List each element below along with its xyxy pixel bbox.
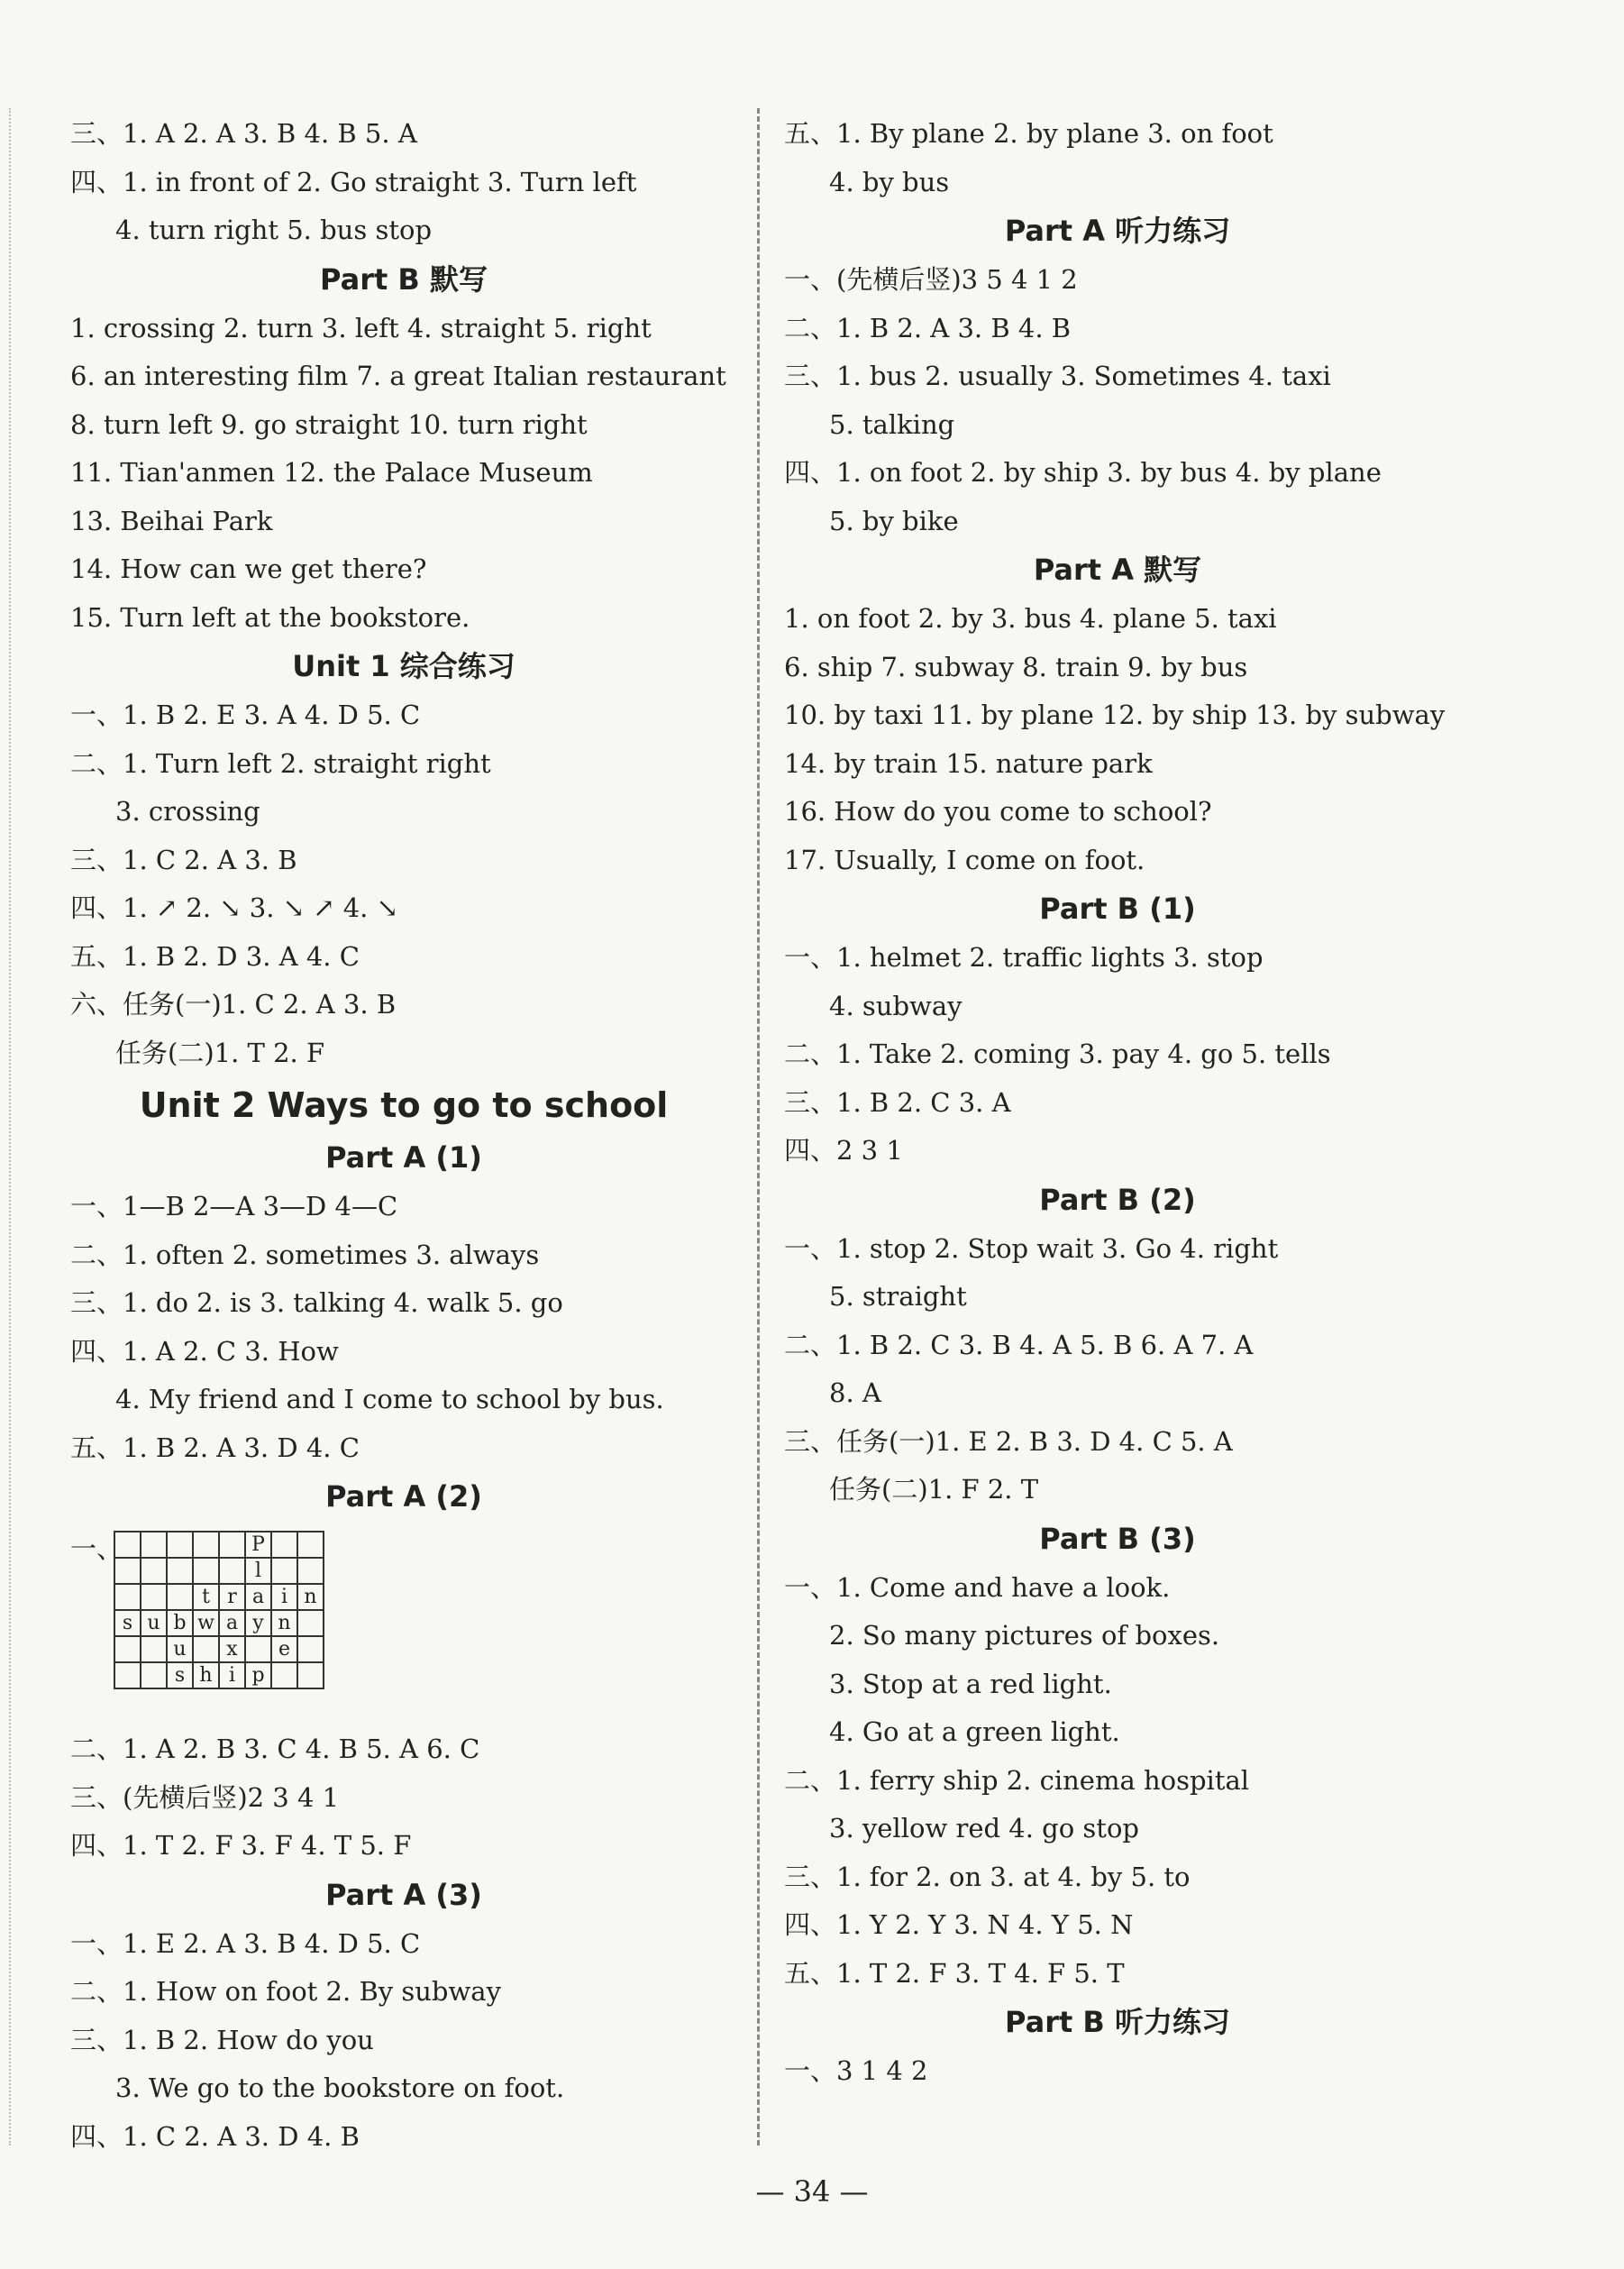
grid-cell bbox=[219, 1558, 245, 1584]
answer-line: 1. crossing 2. turn 3. left 4. straight 5. right bbox=[70, 312, 652, 343]
answer-line: 五、1. B 2. A 3. D 4. C bbox=[70, 1432, 360, 1463]
section-heading: Part A 听力练习 bbox=[1004, 214, 1231, 248]
section-heading: Part B 默写 bbox=[320, 261, 488, 297]
answer-line: 3. yellow red 4. go stop bbox=[829, 1813, 1139, 1844]
grid-cell: w bbox=[193, 1610, 219, 1636]
grid-cell: u bbox=[167, 1636, 193, 1662]
answer-line: 三、1. do 2. is 3. talking 4. walk 5. go bbox=[70, 1287, 563, 1318]
section-heading: Part A (3) bbox=[325, 1877, 482, 1912]
section-heading: Unit 1 综合练习 bbox=[292, 649, 515, 683]
grid-cell bbox=[167, 1532, 193, 1558]
answer-line: 3. We go to the bookstore on foot. bbox=[115, 2072, 565, 2103]
grid-cell: t bbox=[193, 1584, 219, 1610]
answer-line: 5. talking bbox=[829, 408, 955, 440]
answer-line: 14. by train 15. nature park bbox=[784, 747, 1153, 779]
section-heading: Part B (3) bbox=[1039, 1521, 1196, 1556]
answer-line: 6. an interesting film 7. a great Italian restaurant bbox=[70, 361, 726, 391]
answer-line: 14. How can we get there? bbox=[70, 554, 427, 584]
grid-cell bbox=[193, 1636, 219, 1662]
grid-cell bbox=[297, 1636, 324, 1662]
answer-line: 五、1. By plane 2. by plane 3. on foot bbox=[784, 118, 1273, 149]
answer-line: 三、1. A 2. A 3. B 4. B 5. A bbox=[70, 118, 417, 149]
answer-line: 4. subway bbox=[829, 990, 963, 1021]
grid-cell bbox=[167, 1558, 193, 1584]
section-heading: Part B (2) bbox=[1039, 1182, 1196, 1217]
answer-line: 四、1. on foot 2. by ship 3. by bus 4. by plane bbox=[784, 457, 1382, 488]
answer-line: 四、1. Y 2. Y 3. N 4. Y 5. N bbox=[784, 1909, 1134, 1940]
grid-cell bbox=[141, 1662, 167, 1688]
answer-line: 四、1. T 2. F 3. F 4. T 5. F bbox=[70, 1830, 412, 1861]
answer-line: 三、(先横后竖)2 3 4 1 bbox=[70, 1781, 340, 1813]
answer-line: 3. crossing bbox=[115, 796, 260, 827]
answer-line: 6. ship 7. subway 8. train 9. by bus bbox=[784, 651, 1248, 682]
answer-line: 三、任务(一)1. E 2. B 3. D 4. C 5. A bbox=[784, 1425, 1233, 1457]
section-heading: Part A 默写 bbox=[1033, 553, 1202, 587]
column-divider bbox=[757, 108, 760, 2145]
grid-cell bbox=[297, 1532, 324, 1558]
answer-line: 三、1. for 2. on 3. at 4. by 5. to bbox=[784, 1861, 1191, 1892]
grid-cell: a bbox=[245, 1584, 271, 1610]
grid-cell: p bbox=[245, 1662, 271, 1688]
left-column bbox=[70, 110, 737, 2161]
answer-line: 四、1. C 2. A 3. D 4. B bbox=[70, 2120, 360, 2152]
grid-cell: s bbox=[114, 1610, 141, 1636]
answer-line: 三、1. B 2. C 3. A bbox=[784, 1086, 1011, 1118]
grid-cell bbox=[167, 1584, 193, 1610]
answer-line: 4. by bus bbox=[829, 166, 950, 197]
grid-cell bbox=[219, 1532, 245, 1558]
answer-line: 一、1. B 2. E 3. A 4. D 5. C bbox=[70, 700, 421, 730]
answer-line: 一、1. stop 2. Stop wait 3. Go 4. right bbox=[784, 1232, 1279, 1264]
grid-cell: s bbox=[167, 1662, 193, 1688]
answer-line: 4. turn right 5. bus stop bbox=[115, 215, 433, 245]
grid-cell bbox=[297, 1662, 324, 1688]
answer-line: 三、1. B 2. How do you bbox=[70, 2024, 374, 2055]
answer-line: 5. by bike bbox=[829, 505, 959, 536]
answer-line: 五、1. B 2. D 3. A 4. C bbox=[70, 940, 360, 972]
answer-line: 5. straight bbox=[829, 1281, 967, 1312]
answer-line: 四、1. A 2. C 3. How bbox=[70, 1335, 339, 1367]
grid-cell: x bbox=[219, 1636, 245, 1662]
answer-line: 六、任务(一)1. C 2. A 3. B bbox=[70, 989, 397, 1020]
grid-cell: u bbox=[141, 1610, 167, 1636]
grid-cell: n bbox=[271, 1610, 297, 1636]
binding-edge bbox=[9, 108, 11, 2145]
grid-cell bbox=[141, 1532, 167, 1558]
grid-cell bbox=[193, 1558, 219, 1584]
answer-line: 8. A bbox=[829, 1377, 881, 1408]
answer-line: 二、1. often 2. sometimes 3. always bbox=[70, 1239, 540, 1270]
grid-cell: n bbox=[297, 1584, 324, 1610]
grid-cell bbox=[114, 1662, 141, 1688]
right-column bbox=[784, 110, 1451, 2096]
grid-cell bbox=[114, 1558, 141, 1584]
grid-cell: y bbox=[245, 1610, 271, 1636]
answer-line: 1. on foot 2. by 3. bus 4. plane 5. taxi bbox=[784, 603, 1277, 634]
grid-cell bbox=[141, 1558, 167, 1584]
grid-cell bbox=[271, 1532, 297, 1558]
grid-cell: l bbox=[245, 1558, 271, 1584]
answer-line: 17. Usually, I come on foot. bbox=[784, 844, 1145, 875]
page-number: — 34 — bbox=[755, 2174, 869, 2209]
word-grid bbox=[114, 1531, 324, 1689]
answer-line: 三、1. bus 2. usually 3. Sometimes 4. taxi bbox=[784, 361, 1331, 391]
answer-line: 二、1. How on foot 2. By subway bbox=[70, 1976, 501, 2007]
answer-line: 8. turn left 9. go straight 10. turn right bbox=[70, 408, 588, 440]
answer-line: 任务(二)1. T 2. F bbox=[115, 1037, 325, 1068]
answer-line: 11. Tian'anmen 12. the Palace Museum bbox=[70, 457, 593, 488]
grid-cell: P bbox=[245, 1532, 271, 1558]
answer-line: 一、1. E 2. A 3. B 4. D 5. C bbox=[70, 1927, 421, 1959]
answer-line: 一、1—B 2—A 3—D 4—C bbox=[70, 1191, 398, 1221]
answer-line: 四、1. in front of 2. Go straight 3. Turn left bbox=[70, 166, 637, 197]
grid-cell bbox=[141, 1636, 167, 1662]
answer-line: 二、1. B 2. A 3. B 4. B bbox=[784, 312, 1072, 343]
answer-line: 二、1. B 2. C 3. B 4. A 5. B 6. A 7. A bbox=[784, 1329, 1254, 1360]
grid-cell bbox=[114, 1532, 141, 1558]
word-grid-exercise bbox=[70, 1522, 737, 1725]
grid-cell bbox=[245, 1636, 271, 1662]
grid-cell bbox=[114, 1636, 141, 1662]
grid-cell bbox=[297, 1610, 324, 1636]
answer-line: 一、1. helmet 2. traffic lights 3. stop bbox=[784, 942, 1264, 973]
exercise-label: 一、 bbox=[70, 1533, 123, 1564]
answer-line: 4. Go at a green light. bbox=[829, 1716, 1120, 1747]
grid-cell: e bbox=[271, 1636, 297, 1662]
grid-cell bbox=[141, 1584, 167, 1610]
grid-cell bbox=[297, 1558, 324, 1584]
answer-line: 二、1. Take 2. coming 3. pay 4. go 5. tells bbox=[784, 1038, 1331, 1069]
section-heading: Part A (1) bbox=[325, 1140, 482, 1175]
answer-line: 五、1. T 2. F 3. T 4. F 5. T bbox=[784, 1957, 1125, 1989]
answer-line: 10. by taxi 11. by plane 12. by ship 13. by subway bbox=[784, 700, 1446, 730]
section-heading: Part B (1) bbox=[1039, 892, 1196, 926]
grid-cell: b bbox=[167, 1610, 193, 1636]
section-heading: Unit 2 Ways to go to school bbox=[139, 1085, 669, 1125]
answer-line: 三、1. C 2. A 3. B bbox=[70, 844, 297, 875]
section-heading: Part B 听力练习 bbox=[1005, 2005, 1230, 2039]
answer-line: 二、1. ferry ship 2. cinema hospital bbox=[784, 1764, 1250, 1796]
grid-cell bbox=[193, 1532, 219, 1558]
grid-cell bbox=[271, 1558, 297, 1584]
answer-line: 二、1. Turn left 2. straight right bbox=[70, 747, 491, 779]
answer-line: 二、1. A 2. B 3. C 4. B 5. A 6. C bbox=[70, 1734, 480, 1764]
answer-line: 一、3 1 4 2 bbox=[784, 2055, 928, 2086]
answer-line: 3. Stop at a red light. bbox=[829, 1668, 1112, 1699]
section-heading: Part A (2) bbox=[325, 1479, 482, 1514]
grid-cell: i bbox=[271, 1584, 297, 1610]
answer-line: 4. My friend and I come to school by bus. bbox=[115, 1384, 664, 1414]
answer-line: 任务(二)1. F 2. T bbox=[829, 1474, 1039, 1505]
grid-cell bbox=[271, 1662, 297, 1688]
grid-cell: i bbox=[219, 1662, 245, 1688]
grid-cell: h bbox=[193, 1662, 219, 1688]
answer-line: 一、1. Come and have a look. bbox=[784, 1571, 1171, 1603]
answer-line: 13. Beihai Park bbox=[70, 505, 273, 536]
answer-line: 四、1. ↗ 2. ↘ 3. ↘ ↗ 4. ↘ bbox=[70, 892, 398, 923]
grid-cell: a bbox=[219, 1610, 245, 1636]
grid-cell bbox=[114, 1584, 141, 1610]
grid-cell: r bbox=[219, 1584, 245, 1610]
answer-line: 16. How do you come to school? bbox=[784, 796, 1212, 827]
answer-line: 一、(先横后竖)3 5 4 1 2 bbox=[784, 264, 1078, 295]
answer-line: 15. Turn left at the bookstore. bbox=[70, 601, 470, 633]
answer-line: 2. So many pictures of boxes. bbox=[829, 1620, 1220, 1651]
answer-line: 四、2 3 1 bbox=[784, 1135, 903, 1166]
